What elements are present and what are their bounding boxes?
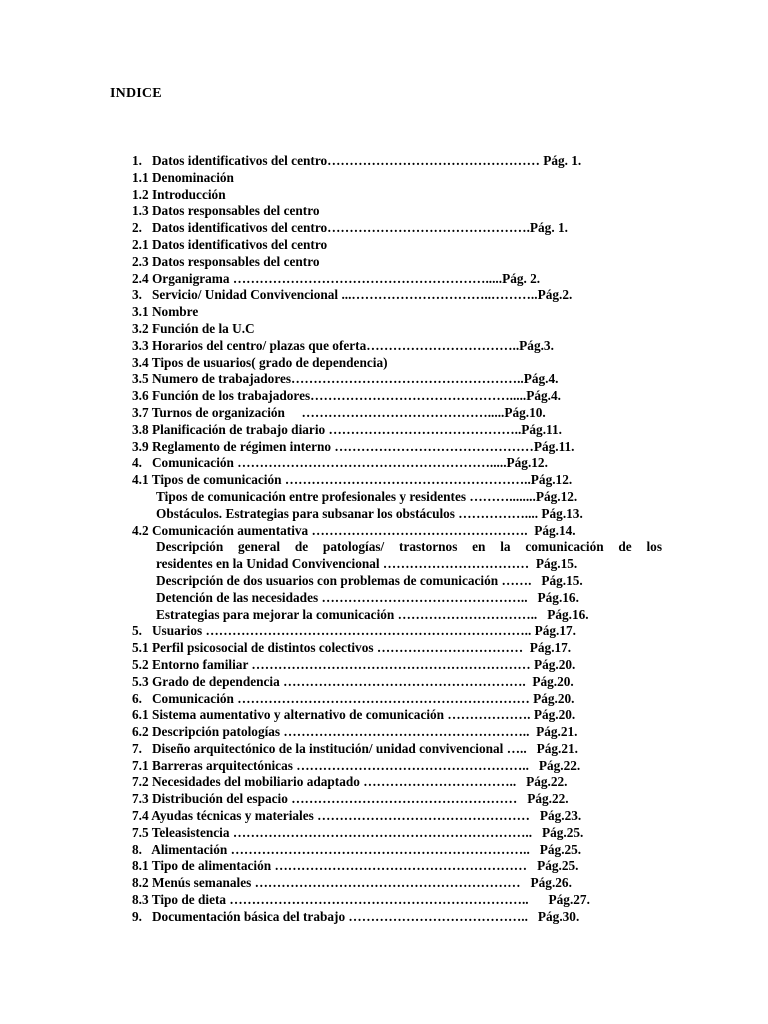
toc-entry: 5. Usuarios ……………………………………………………………….. Pág.17. (132, 623, 576, 639)
toc-subentry: Tipos de comunicación entre profesionales y residentes ………........Pág.12. (156, 488, 578, 504)
toc-entry: 6.1 Sistema aumentativo y alternativo de comunicación ………………. Pág.20. (132, 707, 576, 723)
toc-entry: 5.3 Grado de dependencia ………………………………………………. Pág.20. (132, 673, 574, 689)
toc-entry: 8. Alimentación ………………………………………………………….. Pág.25. (132, 841, 582, 857)
toc-entry: 7. Diseño arquitectónico de la institución/ unidad convivencional ….. Pág.21. (132, 740, 578, 756)
toc-entry: 8.1 Tipo de alimentación ………………………………………………… Pág.25. (132, 858, 579, 874)
toc-entry: 5.2 Entorno familiar ……………………………………………………… Pág.20. (132, 656, 576, 672)
toc-entry: 3.3 Horarios del centro/ plazas que oferta……………………………..Pág.3. (132, 337, 554, 353)
toc-entry: 8.3 Tipo de dieta ………………………………………………………….. Pág.27. (132, 892, 590, 908)
toc-subentry: Obstáculos. Estrategias para subsanar los obstáculos …………….... Pág.13. (156, 505, 583, 521)
toc-entry: 8.2 Menús semanales …………………………………………………… Pág.26. (132, 875, 572, 891)
toc-subentry: Descripción de dos usuarios con problemas de comunicación ……. Pág.15. (156, 572, 583, 588)
toc-entry: 2.1 Datos identificativos del centro (132, 236, 328, 252)
toc-entry: 3.7 Turnos de organización …………………………………….....Pág.10. (132, 404, 546, 420)
toc-entry: 6.2 Descripción patologías ……………………………………………….. Pág.21. (132, 724, 578, 740)
toc-subentry: Detención de las necesidades ……………………………………….. Pág.16. (156, 589, 579, 605)
toc-entry: 2.3 Datos responsables del centro (132, 253, 320, 269)
toc-entry: 2. Datos identificativos del centro……………………………………….Pág. 1. (132, 220, 568, 236)
toc-entry: 9. Documentación básica del trabajo ………………………………….. Pág.30. (132, 908, 580, 924)
toc-entry: 3.2 Función de la U.C (132, 320, 255, 336)
toc-entry: 1.2 Introducción (132, 186, 226, 202)
toc-entry: 5.1 Perfil psicosocial de distintos colectivos …………………………… Pág.17. (132, 640, 572, 656)
document-title: INDICE (110, 86, 162, 101)
toc-entry: 7.1 Barreras arquitectónicas …………………………………………….. Pág.22. (132, 757, 581, 773)
toc-entry: 3.9 Reglamento de régimen interno ………………………………………Pág.11. (132, 438, 575, 454)
toc-entry: 3.6 Función de los trabajadores……………………………………….....Pág.4. (132, 388, 561, 404)
toc-entry: 1. Datos identificativos del centro………………………………………… Pág. 1. (132, 153, 582, 168)
table-of-contents (132, 153, 662, 926)
toc-entry: 1.1 Denominación (132, 169, 234, 185)
toc-entry: 7.2 Necesidades del mobiliario adaptado …………………………….. Pág.22. (132, 774, 568, 790)
toc-entry: 3.5 Numero de trabajadores……………………………………………..Pág.4. (132, 371, 559, 387)
toc-entry: 3. Servicio/ Unidad Convivencional ...…………………………..………..Pág.2. (132, 287, 573, 303)
toc-entry: 7.5 Teleasistencia ………………………………………………………….. Pág.25. (132, 824, 584, 840)
toc-entry: 3.1 Nombre (132, 304, 199, 320)
toc-entry: 7.4 Ayudas técnicas y materiales ………………………………………… Pág.23. (132, 808, 582, 824)
toc-entry: 3.8 Planificación de trabajo diario ……………………………………..Pág.11. (132, 421, 562, 437)
toc-entry: 4. Comunicación ………………………………………………….....Pág.12. (132, 455, 548, 471)
toc-entry: 6. Comunicación ………………………………………………………… Pág.20. (132, 690, 575, 706)
toc-entry: 3.4 Tipos de usuarios( grado de dependencia) (132, 354, 388, 370)
toc-entry: 1.3 Datos responsables del centro (132, 203, 320, 219)
toc-subentry: Estrategias para mejorar la comunicación ………………………….. Pág.16. (156, 606, 589, 622)
toc-subentry: residentes en la Unidad Convivencional …………………………… Pág.15. (156, 556, 578, 572)
toc-entry: 2.4 Organigrama ………………………………………………….....Pág. 2. (132, 270, 541, 286)
toc-subentry: Descripción general de patologías/ trastornos en la comunicación de los (156, 539, 662, 555)
toc-entry: 7.3 Distribución del espacio …………………………………………… Pág.22. (132, 791, 569, 807)
toc-entry: 4.1 Tipos de comunicación ………………………………………………..Pág.12. (132, 472, 573, 488)
toc-entry: 4.2 Comunicación aumentativa …………………………………………. Pág.14. (132, 522, 576, 538)
